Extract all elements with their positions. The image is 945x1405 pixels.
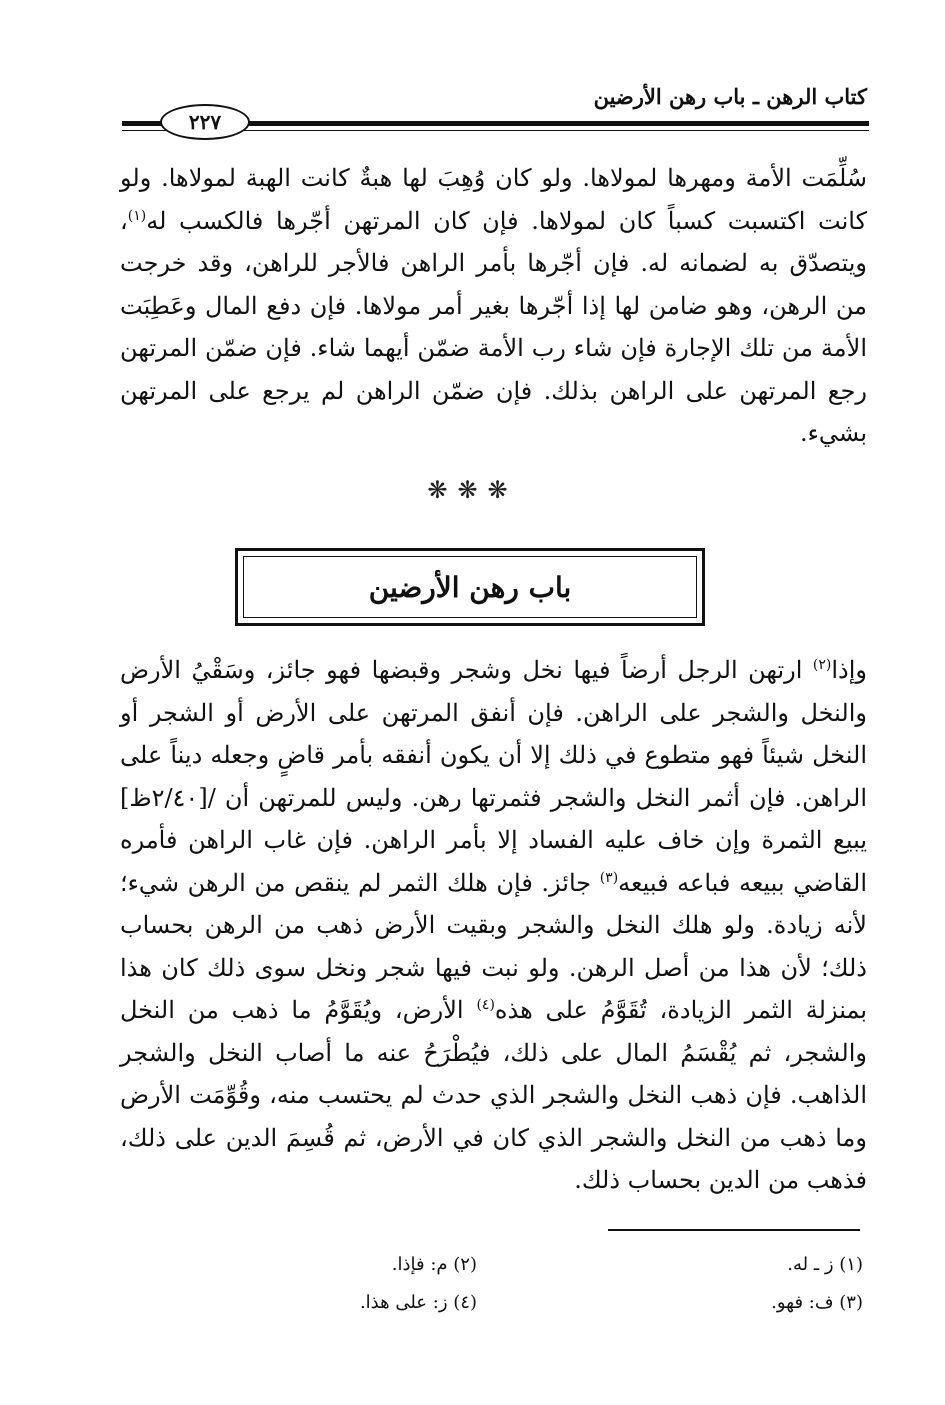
footnote-text: ز: على هذا. (359, 1292, 448, 1313)
section-ornament: ❋❋❋ (427, 476, 518, 504)
footnote (360, 1292, 477, 1313)
footnote (771, 1292, 863, 1313)
footnote (392, 1254, 477, 1275)
paragraph (120, 157, 867, 455)
text-run: ارتهن الرجل أرضاً فيها نخل وشجر وقبضها فهو جائز، وسَقْيُ الأرض والنخل والشجر على الراهن. فإن أنفق المرتهن على الأرض أو الشجر أو النخل شيئاً فهو متطوع في ذلك إلا أن يكون أنفقه بأمر قاضٍ وجعله ديناً على الراهن. فإن أثمر النخل والشجر فثمرتها رهن. وليس للمرتهن أن /[٢/٤٠ظ] يبيع الثمرة وإن خاف عليه الفساد إلا بأمر الراهن. فإن غاب الراهن فأمره القاضي ببيعه فباعه فبيعه (120, 656, 867, 897)
chapter-heading-frame (235, 548, 705, 626)
continuation-text (120, 157, 867, 455)
text-run: ، ويتصدّق به لضمانه له. فإن أجّرها بأمر الراهن فالأجر للراهن، وقد خرجت من الرهن، وهو ضامن لها إذا أجّرها بغير أمر مولاها. فإن دفع المال وعَطِبَت الأمة من تلك الإجارة فإن شاء رب الأمة ضمّن أيهما شاء. فإن ضمّن المرتهن رجع المرتهن على الراهن بذلك. فإن ضمّن الراهن لم يرجع على المرتهن بشيء. (120, 206, 868, 447)
footnote-text: م: فإذا. (391, 1254, 448, 1275)
footnote-text: ز ـ له. (787, 1254, 834, 1275)
footnote-ref: (١) (127, 207, 147, 224)
footnote-separator (608, 1229, 860, 1231)
chapter-title: باب رهن الأرضين (243, 556, 697, 618)
footnote-ref: (٢) (812, 657, 832, 673)
running-title: كتاب الرهن ـ باب رهن الأرضين (593, 84, 867, 109)
footnote-number: (٤) (453, 1292, 477, 1313)
chapter-text (120, 649, 867, 1202)
footnote-ref: (٣) (599, 869, 619, 886)
text-run: الأرض، ويُقَوَّمُ ما ذهب من النخل والشجر، ثم يُقْسَمُ المال على ذلك، فيُطْرَحُ عنه ما أصاب النخل والشجر الذاهب. فإن ذهب النخل والشجر الذي حدث لم يحتسب منه، وقُوِّمَت الأرض وما ذهب من النخل والشجر الذي كان في الأرض، ثم قُسِمَ الدين على ذلك، فذهب من الدين بحساب ذلك. (120, 996, 868, 1194)
text-run: سُلِّمَت الأمة ومهرها لمولاها. ولو كان وُهِبَ لها هبةٌ كانت الهبة لمولاها. ولو كانت اكتسبت كسباً كان لمولاها. فإن كان المرتهن أجّرها فالكسب له (120, 164, 867, 235)
text-run: جائز. فإن هلك الثمر لم ينقص من الرهن شيء؛ لأنه زيادة. ولو هلك النخل والشجر وبقيت الأرض ذهب من الرهن بحساب ذلك؛ لأن هذا من أصل الرهن. ولو نبت فيها شجر ونخل سوى ذلك كان هذا بمنزلة الثمر الزيادة، تُقَوَّمُ على هذه (120, 868, 867, 1024)
footnote-number: (٣) (839, 1292, 863, 1313)
footnote-ref: (٤) (476, 997, 495, 1013)
text-run: وإذا (831, 656, 867, 684)
footnote-text: ف: فهو. (771, 1292, 834, 1313)
footnote (787, 1254, 863, 1275)
footnote-number: (٢) (453, 1254, 477, 1275)
paragraph (120, 649, 867, 1202)
footnote-number: (١) (839, 1254, 863, 1275)
page-number: ٢٢٧ (160, 104, 250, 140)
